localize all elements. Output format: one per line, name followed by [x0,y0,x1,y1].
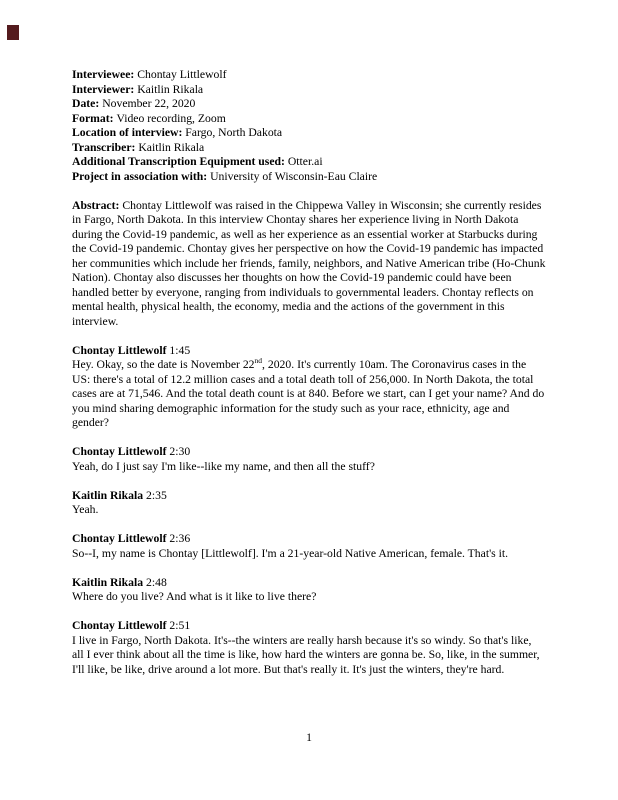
metadata-label: Interviewer: [72,82,135,96]
abstract-label: Abstract: [72,198,120,212]
timestamp: 1:45 [169,343,191,357]
speaker-line [72,532,546,547]
document-content [72,68,546,692]
metadata-block [72,68,546,184]
speaker-line [72,576,546,591]
metadata-label: Location of interview: [72,126,183,139]
timestamp: 2:30 [169,445,191,458]
metadata-value: Kaitlin Rikala [138,140,205,154]
speech-text: Yeah. [72,503,99,516]
timestamp: 2:36 [169,532,191,545]
speech-segment: Hey. Okay, so the date is November 22 [72,358,255,371]
metadata-row [72,141,546,156]
ordinal-superscript: nd [254,356,263,366]
metadata-value: November 22, 2020 [102,97,196,110]
speaker-line [72,344,546,359]
transcript-entry [72,489,546,518]
timestamp: 2:35 [146,488,167,502]
speaker-name: Chontay Littlewolf [72,445,167,458]
page-number: 1 [306,731,312,744]
transcript-entry [72,445,546,474]
abstract-paragraph [72,199,546,330]
metadata-row [72,83,546,98]
metadata-label: Project in association with: [72,169,208,183]
speaker-name: Chontay Littlewolf [72,532,167,545]
metadata-label: Additional Transcription Equipment used: [72,155,285,168]
metadata-label: Transcriber: [72,140,136,154]
speaker-line [72,445,546,460]
metadata-row [72,68,546,83]
metadata-value: Kaitlin Rikala [137,82,204,96]
speech-text: Where do you live? And what is it like to live there? [72,590,317,603]
metadata-value: Fargo, North Dakota [185,126,283,139]
metadata-label: Interviewee: [72,68,135,81]
transcript-entry [72,619,546,677]
abstract-text: Chontay Littlewolf was raised in the Chippewa Valley in Wisconsin; she currently resides in Fargo, North Dakota. In this interview Chontay shares her experience living in North Dakota during the Covid-19 pandemic, as well as her experience as an essential worker at Starbucks during the Covid-19 pandemic. Chontay gives her perspective on how the Covid-19 pandemic has impacted her communities which include her friends, family, neighbors, and Native American tribe (Ho-Chunk Nation). Chontay also discusses her thoughts on how the Covid-19 pandemic could have been handled better by everyone, ranging from individuals to governmental leaders. Chontay reflects on mental health, physical health, the economy, media and the actions of the government in this interview. [72,198,546,328]
speaker-name: Chontay Littlewolf [72,619,167,632]
speech-text: I live in Fargo, North Dakota. It's--the winters are really harsh because it's so windy. So that's like, all I ever think about all the time is like, how hard the winters are gonna be. So, like, in the summer, I'll like, be like, drive around a lot more. But that's really it. It's just the winters, they're hard. [72,633,540,676]
metadata-row [72,112,546,127]
metadata-label: Format: [72,111,114,125]
metadata-row [72,155,546,170]
metadata-row [72,97,546,112]
speech-text: Yeah, do I just say I'm like--like my name, and then all the stuff? [72,459,375,473]
speaker-name: Chontay Littlewolf [72,343,167,357]
speaker-line [72,619,546,634]
metadata-value: Video recording, Zoom [116,111,226,125]
timestamp: 2:51 [169,619,191,632]
speaker-name: Kaitlin Rikala [72,488,144,502]
transcript-entry [72,532,546,561]
timestamp: 2:48 [146,575,167,589]
speaker-name: Kaitlin Rikala [72,575,144,589]
speaker-line [72,489,546,504]
speech-text [72,358,546,431]
metadata-label: Date: [72,97,100,110]
speech-segment: , 2020. It's currently 10am. The Coronavirus cases in the US: there's a total of 12.2 million cases and a total death toll of 256,000. In North Dakota, the total cases are at 71,546. And the total death count is at 840. Before we start, can I get your name? And do you mind sharing demographic information for the study such as your race, ethnicity, age and gender? [72,358,545,429]
transcript-entry [72,344,546,431]
metadata-value: Chontay Littlewolf [137,68,227,81]
speech-text: So--I, my name is Chontay [Littlewolf]. I'm a 21-year-old Native American, female. That's it. [72,546,509,560]
transcript-entry [72,576,546,605]
metadata-value: University of Wisconsin-Eau Claire [210,169,378,183]
metadata-value: Otter.ai [287,155,323,168]
metadata-row [72,126,546,141]
metadata-row [72,170,546,185]
page-annotation-marker [7,25,19,40]
